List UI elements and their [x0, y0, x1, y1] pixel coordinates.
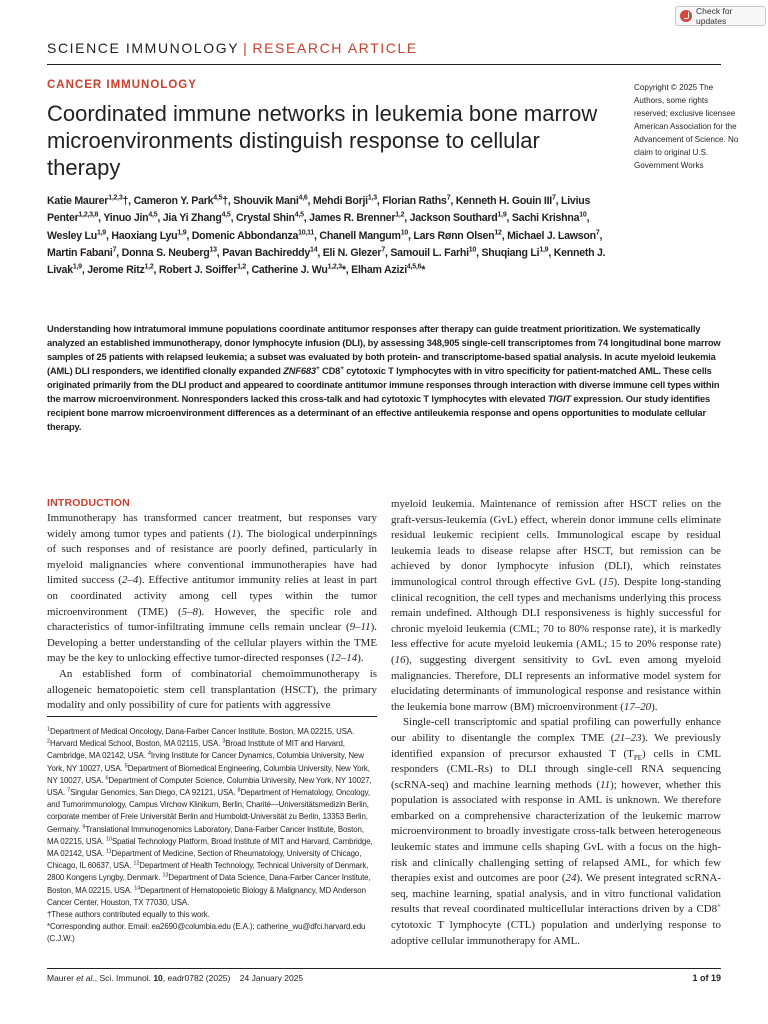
- text-run: ). We present integrated scRNA-seq, machine learning, spatial analysis, and in vitro functional validation results that reveal coordinated multicellular interactions driven by a CD8: [391, 872, 722, 916]
- author-name-text: Lars Rønn Olsen: [413, 229, 495, 242]
- text-run: Spatial Technology Platform, Broad Institute of MIT and Harvard, Cambridge, MA 02142, USA.: [47, 836, 373, 859]
- author-name-text: Martin Fabani: [47, 246, 113, 259]
- text-run: Irving Institute for Cancer Dynamics, Columbia University, New York, NY 10027, USA.: [47, 751, 364, 773]
- inline-script: 7: [67, 787, 71, 794]
- text-run: ). We previously identified expansion of precursor exhausted T (T: [391, 731, 721, 760]
- author-affiliation-numbers: 10: [468, 246, 477, 254]
- author-mark: *: [341, 264, 346, 277]
- abstract-text: cytotoxic T lymphocytes with in vitro specificity for patient-matched AML. These cells originated primarily from the DLI product and appeared to coordinate antitumor immune responses through interaction with diverse immune cell types within the marrow microenvironment. Nonresponders lacked this cross-talk and had cytotoxic T lymphocytes with elevated: [47, 366, 720, 404]
- body-paragraph: [391, 497, 721, 715]
- author-name: [309, 212, 404, 224]
- author-name-text: Crystal Shin: [235, 212, 295, 225]
- author-name: [103, 212, 157, 224]
- text-run: *Corresponding author. Email: ea2690@columbia.edu (E.A.); catherine_wu@dfci.harvard.edu (C.J.W.): [47, 922, 366, 944]
- text-run: cytotoxic T lymphocyte (CTL) population and underlying response to adoptive cellular immunotherapy for AML.: [391, 919, 721, 947]
- author-affiliation-numbers: 4,5: [213, 194, 223, 202]
- author-name-text: Katie Maurer: [47, 195, 109, 207]
- citation-ref: 5–8: [181, 605, 198, 618]
- citation-journal: , Sci. Immunol.: [94, 973, 154, 983]
- author-name: [410, 212, 507, 224]
- text-run: ). The biological underpinnings of such responses and of resistance are poorly defined, particularly in myeloid malignancies where conventional immunotherapies have had limited success (: [47, 527, 377, 587]
- author-affiliation-numbers: 10: [400, 229, 408, 237]
- text-run: ). However, the specific role and characteristics of tumor-infiltrating immune cells remain unclear (: [47, 605, 377, 634]
- inline-script: PE: [633, 753, 643, 762]
- inline-script: 8: [237, 787, 241, 794]
- abstract: [47, 322, 721, 434]
- inline-script: 4: [147, 750, 151, 757]
- text-run: Harvard Medical School, Boston, MA 02115, USA.: [49, 739, 223, 749]
- author-name-text: James R. Brenner: [309, 212, 396, 225]
- text-run: An established form of combinatorial chemoimmunotherapy is allogeneic hematopoietic stem cell transplantation (HSCT), the primary modality and only possibility of cure for patients with aggressive: [47, 667, 377, 712]
- author-name-text: Jackson Southard: [409, 212, 498, 225]
- text-run: Department of Medical Oncology, Dana-Farber Cancer Institute, Boston, MA 02215, USA.: [49, 727, 355, 736]
- introduction-heading: INTRODUCTION: [47, 497, 130, 509]
- citation-ref: 9–11: [349, 621, 371, 634]
- right-column: [391, 497, 721, 949]
- author-name: [47, 247, 116, 259]
- author-name-text: Elham Azizi: [351, 264, 407, 277]
- author-name-text: Domenic Abbondanza: [191, 229, 299, 242]
- section-label: CANCER IMMUNOLOGY: [47, 79, 197, 91]
- author-name: [413, 230, 501, 242]
- author-name: [222, 247, 317, 259]
- header-separator: |: [243, 40, 249, 56]
- author-name-text: Mehdi Borji: [312, 195, 368, 207]
- author-name: [134, 195, 228, 207]
- inline-script: 1: [47, 726, 50, 733]
- author-affiliation-numbers: 1,9: [96, 229, 106, 237]
- author-affiliation-numbers: 1,9: [177, 229, 187, 237]
- author-name: [481, 247, 548, 259]
- citation-ref: 2–4: [121, 574, 139, 587]
- author-name-text: Catherine J. Wu: [251, 264, 328, 277]
- abstract-superscript: +: [315, 364, 320, 372]
- author-affiliation-numbers: 4,6: [298, 194, 308, 202]
- check-for-updates-icon: [680, 10, 692, 22]
- text-run: Translational Immunogenomics Laboratory, Dana-Farber Cancer Institute, Boston, MA 02215, USA.: [47, 824, 364, 846]
- author-name-text: Shouvik Mani: [233, 195, 299, 207]
- author-name-text: Cameron Y. Park: [133, 195, 214, 207]
- author-affiliation-numbers: 4,5: [294, 211, 304, 219]
- author-name: [192, 230, 314, 242]
- abstract-gene: ZNF683: [283, 366, 316, 376]
- inline-script: 3: [222, 738, 226, 745]
- citation-volume: 10: [153, 973, 163, 983]
- left-column: [47, 496, 377, 714]
- author-name: [319, 230, 408, 242]
- citation-ref: 16: [394, 653, 406, 666]
- author-name: [323, 247, 385, 259]
- author-name-text: Yinuo Jin: [103, 212, 149, 225]
- copyright-note: Copyright © 2025 The Authors, some rights reserved; exclusive licensee American Association for the Advancement of Science. No claim to original U.S. Government Works: [634, 83, 739, 170]
- author-affiliation-numbers: 1,3: [367, 194, 377, 202]
- author-name: [351, 264, 425, 276]
- inline-script: 12: [133, 860, 140, 867]
- author-affiliation-numbers: 1,2: [395, 211, 405, 219]
- author-name-text: Sachi Krishna: [511, 212, 580, 225]
- inline-script: 14: [134, 885, 141, 892]
- text-run: Department of Data Science, Dana-Farber Cancer Institute, Boston, MA 02215, USA.: [47, 873, 371, 895]
- article-type: RESEARCH ARTICLE: [252, 40, 418, 56]
- author-mark: *: [421, 264, 426, 277]
- abstract-superscript: +: [340, 364, 344, 372]
- author-name-text: Samouil L. Farhi: [390, 246, 469, 259]
- author-mark: †: [222, 195, 228, 207]
- text-run: ). Developing a better understanding of the cellular players within the TME may be the key to unlocking effective tumor-directed responses (: [47, 621, 377, 665]
- author-mark: †: [122, 195, 129, 207]
- author-affiliation-numbers: 1,9: [539, 246, 549, 254]
- inline-script: 13: [162, 872, 169, 879]
- text-run: ).: [357, 652, 364, 665]
- author-name-text: Shuqiang Li: [481, 246, 540, 259]
- article-title: Coordinated immune networks in leukemia bone marrow microenvironments distinguish response to cellular therapy: [47, 101, 598, 180]
- abstract-gene: TIGIT: [547, 394, 571, 404]
- text-run: ) cells in CML responders (CML-Rs) to DLI through single-cell RNA sequencing (scRNA-seq) and machine learning methods (: [391, 747, 722, 791]
- text-run: ). Effective antitumor immunity relies at least in part on coordinated activity among cell types within the tumor microenvironment (TME) (: [47, 574, 377, 618]
- author-affiliation-numbers: 1,2,3: [108, 194, 123, 202]
- author-name: [163, 212, 231, 224]
- author-name-text: Donna S. Neuberg: [121, 246, 210, 259]
- inline-script: 5: [124, 762, 128, 769]
- author-name: [512, 212, 587, 224]
- journal-header: [47, 40, 418, 56]
- author-name-text: Kenneth J. Livak: [47, 246, 606, 277]
- text-run: †These authors contributed equally to this work.: [47, 910, 210, 920]
- text-run: Department of Biomedical Engineering, Columbia University, New York, NY 10027, USA.: [47, 763, 370, 785]
- author-name-text: Florian Raths: [382, 195, 447, 207]
- page-number: 1 of 19: [692, 973, 721, 983]
- author-name-text: Pavan Bachireddy: [222, 246, 311, 259]
- inline-script: +: [717, 901, 721, 910]
- citation-ref: 1: [231, 527, 237, 540]
- author-affiliation-numbers: 4,5: [221, 211, 231, 219]
- author-affiliation-numbers: 7: [551, 194, 556, 202]
- inline-script: 2: [47, 738, 50, 745]
- author-affiliation-numbers: 1,2: [237, 263, 247, 271]
- author-name: [390, 247, 476, 259]
- text-run: Immunotherapy has transformed cancer treatment, but responses vary widely among tumor types and patients (: [47, 512, 377, 540]
- text-run: myeloid leukemia. Maintenance of remission after HSCT relies on the graft-versus-leukemia (GvL) effect, wherein donor immune cells eliminate residual leukemic recipient cells. Immunological escape by residual leukemia leads to disease relapse after HSCT, but remission can be achieved by donor lymphocyte infusion (DLI), which reinstates immunological control through effective GvL (: [391, 498, 721, 588]
- author-name-text: Robert J. Soiffer: [158, 264, 238, 277]
- author-affiliation-numbers: 1,9: [497, 211, 507, 219]
- author-name-text: Michael J. Lawson: [507, 229, 596, 242]
- author-name: [111, 230, 186, 242]
- author-affiliation-numbers: 7: [595, 229, 600, 237]
- author-affiliation-numbers: 7: [446, 194, 451, 202]
- author-name: [122, 247, 217, 259]
- body-paragraph: [47, 667, 377, 714]
- check-for-updates-button[interactable]: [675, 6, 766, 26]
- citation-ref: 12–14: [329, 652, 358, 665]
- author-affiliation-numbers: 1,2,3: [327, 263, 342, 271]
- author-affiliation-numbers: 14: [310, 246, 318, 254]
- author-list: Katie Maurer$^{1,2,3}$†, Cameron Y. Park$^{4,5}$†, Shouvik Mani$^{4,6}$, Mehdi Borji$^{1,3}$, Florian Raths$^7$, Kenneth H. Gouin III$^7$, Livius Penter$^{1,2,3,8}$, Yinuo Jin$^{4,5}$, Jia Yi Zhang$^{4,5}$, Crystal Shin$^{4,5}$, James R. Brenner$^{1,2}$, Jackson Southard$^{1,9}$, Sachi Krishna$^{10}$, Wesley Lu$^{1,9}$, Haoxiang Lyu$^{1,9}$, Domenic Abbondanza$^{10,11}$, Chanell Mangum$^{10}$, Lars Rønn Olsen$^{12}$, Michael J. Lawson$^7$, Martin Fabani$^7$, Donna S. Neuberg$^{13}$, Pavan Bachireddy$^{14}$, Eli N. Glezer$^7$, Samouil L. Farhi$^{10}$, Shuqiang Li$^{1,9}$, Kenneth J. Livak$^{1,9}$, Jerome Ritz$^{1,2}$, Robert J. Soiffer$^{1,2}$, Catherine J. Wu$^{1,2,3}$*, Elham Azizi$^{4,5,6}$*: [47, 194, 606, 277]
- author-affiliation-numbers: 7: [112, 246, 117, 254]
- author-affiliation-numbers: 1,2: [144, 263, 154, 271]
- author-name-text: Livius Penter: [47, 195, 591, 225]
- author-affiliation-numbers: 13: [209, 246, 217, 254]
- author-name-text: Eli N. Glezer: [322, 246, 382, 259]
- citation-authors: Maurer: [47, 973, 77, 983]
- abstract-text: Understanding how intratumoral immune populations coordinate antitumor responses after therapy can guide treatment prioritization. We systematically analyzed an established immunotherapy, donor lymphocyte infusion (DLI), by assessing 348,905 single-cell transcriptomes from 74 longitudinal bone marrow samples of 25 patients with relapsed leukemia; a subset was evaluated by both protein- and transcriptome-based spatial analysis. In acute myeloid leukemia (AML) DLI responders, we identified clonally expanded: [47, 324, 721, 376]
- author-affiliation-numbers: 1,9: [72, 263, 82, 271]
- author-name: [47, 230, 106, 242]
- citation-ref: 21–23: [614, 731, 642, 744]
- abstract-text: CD8: [319, 366, 341, 376]
- text-run: Department of Hematology, Oncology, and Tumorimmunology, Campus Virchow Klinikum, Berlin, Charité—Universitätsmedizin Berlin, corporate member of Freie Universität Berlin and Humboldt-Universität zu Berlin, 13353 Berlin, Germany.: [47, 788, 371, 834]
- author-name: [233, 195, 307, 207]
- inline-script: 11: [106, 848, 112, 855]
- author-name: [47, 195, 128, 207]
- abstract-text: expression. Our study identifies recipient bone marrow microenvironment differences as a determinant of an effective antileukemia response and opens opportunities to modulate cellular therapy.: [47, 394, 711, 432]
- inline-script: 6: [105, 775, 109, 782]
- check-for-updates-label: Check for updates: [696, 6, 733, 26]
- text-run: Department of Medicine, Section of Rheumatology, University of Chicago, Chicago, IL 60637, USA.: [47, 849, 362, 871]
- header-rule: [47, 64, 721, 65]
- author-name-text: Chanell Mangum: [319, 229, 401, 242]
- author-name: [313, 195, 377, 207]
- text-run: Broad Institute of MIT and Harvard, Cambridge, MA 02142, USA.: [47, 739, 345, 761]
- text-run: ); however, whether this population is associated with response in AML is unknown. We therefore embarked on a comprehensive characterization of the leukemic marrow microenvironment to broadly investigate cross-talk between heterogeneous leukemic states and immune cells shaping GvL with a focus on the high-risk and clinically challenging setting of relapsed AML, for which few therapies exist and outcomes are poor (: [391, 778, 721, 885]
- author-affiliation-numbers: 4,5: [148, 211, 158, 219]
- text-run: ). Despite long-standing clinical recognition, the cell types and mechanisms underlying this process remain undefined. Although DLI responsiveness is highly successful for chronic myeloid leukemia (CML; 70 to 80% response rate), it is markedly less effective for acute myeloid leukemia (AML; 15 to 20% response rate) (: [391, 575, 721, 666]
- author-name: [456, 195, 556, 207]
- footer-citation: [47, 973, 303, 983]
- author-name-text: Wesley Lu: [47, 229, 97, 242]
- inline-script: 9: [82, 824, 86, 830]
- author-name-text: Jerome Ritz: [87, 264, 145, 277]
- text-run: Singular Genomics, San Diego, CA 92121, USA.: [70, 788, 238, 798]
- author-name: [87, 264, 153, 276]
- author-name-text: Haoxiang Lyu: [111, 229, 178, 242]
- author-affiliation-numbers: 4,5,6: [406, 263, 422, 271]
- citation-ref: 17–20: [623, 700, 652, 713]
- text-run: Department of Computer Science, Columbia University, New York, NY 10027, USA.: [47, 775, 372, 798]
- citation-ref: 15: [602, 575, 614, 588]
- author-affiliation-numbers: 10,11: [298, 229, 315, 237]
- author-name-text: Jia Yi Zhang: [162, 212, 222, 225]
- text-run: Single-cell transcriptomic and spatial profiling can powerfully enhance our ability to disentangle the complex TME (: [391, 716, 721, 744]
- text-run: Department of Hematopoietic Biology & Malignancy, MD Anderson Cancer Center, Houston, TX 77030, USA.: [47, 885, 366, 907]
- author-name: [159, 264, 246, 276]
- author-name: [236, 212, 304, 224]
- author-name-text: Kenneth H. Gouin III: [455, 195, 552, 207]
- text-run: Department of Health Technology, Technical University of Denmark, 2800 Kongens Lyngby, Denmark.: [47, 861, 369, 883]
- citation-ref: 24: [565, 872, 577, 885]
- author-name: [251, 264, 345, 276]
- journal-name: SCIENCE IMMUNOLOGY: [47, 40, 240, 56]
- text-run: ), suggesting divergent sensitivity to GvL even among myeloid malignancies. Therefore, DLI represents an informative model system for elucidating determinants of immunological response and resistance within the leukemia bone marrow (BM) microenvironment (: [391, 653, 721, 713]
- citation-ref: 11: [600, 778, 611, 791]
- author-affiliation-numbers: 12: [494, 229, 502, 237]
- footer-rule: [47, 968, 721, 969]
- author-name: [507, 230, 599, 242]
- author-affiliation-numbers: 10: [579, 211, 587, 219]
- affiliations-rule: [47, 716, 377, 717]
- citation-etal: et al.: [76, 973, 95, 983]
- inline-script: 10: [106, 836, 112, 843]
- author-affiliation-numbers: 1,2,3,8: [78, 211, 99, 219]
- text-run: ).: [651, 700, 658, 713]
- body-paragraph: [47, 511, 377, 667]
- author-name: [382, 195, 450, 207]
- citation-details: , eadr0782 (2025) 24 January 2025: [162, 973, 304, 983]
- affiliations: [47, 726, 377, 946]
- body-paragraph: [391, 715, 721, 949]
- author-affiliation-numbers: 7: [381, 246, 385, 254]
